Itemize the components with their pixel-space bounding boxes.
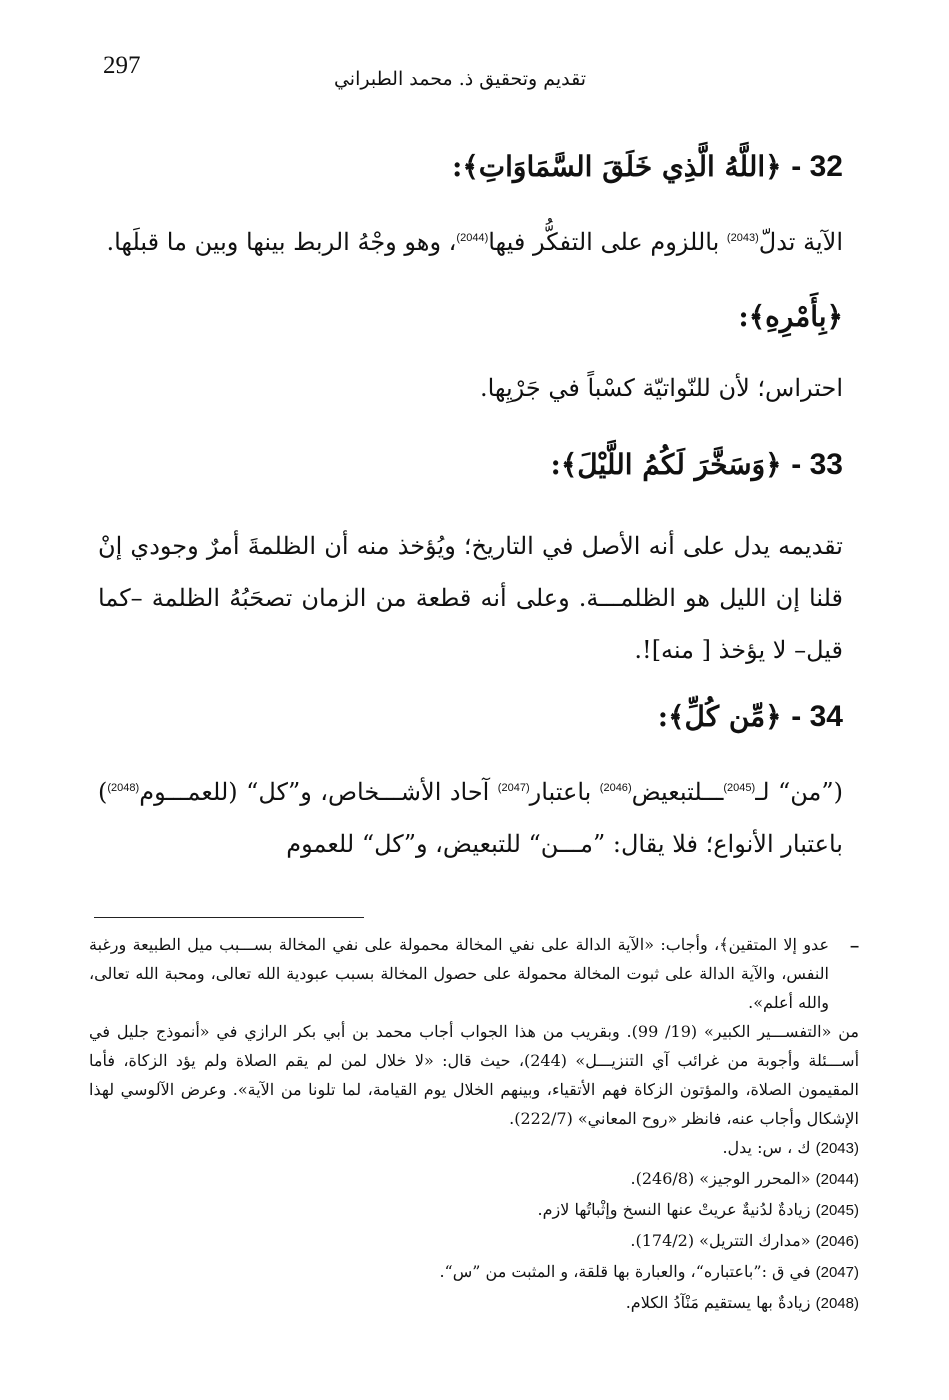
heading-33 bbox=[551, 448, 843, 482]
text-run: باللزوم على التفكُّر فيها bbox=[488, 228, 727, 256]
text-run: (”من“ لـ bbox=[755, 778, 844, 806]
heading-34 bbox=[658, 700, 843, 734]
footnote-item-2043 bbox=[89, 1133, 859, 1164]
footnote-text: «مدارك التتريل» (174/2). bbox=[630, 1231, 811, 1250]
footnote-continuation: من «التفســـير الكبير» (19/ 99). وبقريب من هذا الجواب أجاب محمد بن أبي بكر الرازي في «أنموذج جليل في أســـئلة وأجوبة من غرائب آي التنزيـــل» (244)، حيث قال: «لا خلال لمن لم يقم الصلاة ولم يؤد الزكاة، فأما المقيمون الصلاة، والمؤتون الزكاة فهم الأتقياء، وبينهم الخلال يوم القيامة، لما تلونا من الآية». وعرض الآلوسي لهذا الإشكال وأجاب عنه، فانظر «روح المعاني» (222/7). bbox=[89, 1022, 860, 1128]
running-header: تقديم وتحقيق ذ. محمد الطبراني bbox=[333, 68, 587, 90]
footnote-number: (2043) bbox=[815, 1140, 859, 1157]
quran-quote: ﴿بِأَمْرِهِ﴾ bbox=[748, 300, 843, 333]
footnote-number: (2044) bbox=[815, 1171, 859, 1188]
quran-quote: ﴿اللَّهُ الَّذِي خَلَقَ السَّمَاوَاتِ﴾ bbox=[462, 150, 782, 183]
heading-colon: : bbox=[657, 700, 669, 733]
text-run: باعتبار bbox=[529, 778, 600, 806]
text-run: ـــلتبعيض bbox=[631, 778, 724, 806]
footnote-item-2046 bbox=[89, 1226, 859, 1257]
footnote-text: زيادةٌ بها يستقيم مَنْآدُ الكلام. bbox=[625, 1293, 811, 1312]
footnote-text: زيادةٌ لدُنيةٌ عريتْ عنها النسخ وإثْباتُها لازم. bbox=[537, 1200, 811, 1219]
footnote-rule bbox=[94, 917, 364, 918]
text-run: الآية تدلّ bbox=[758, 228, 843, 256]
footnote-item-2045 bbox=[89, 1195, 859, 1226]
footnote-ref[interactable]: (2044) bbox=[456, 232, 489, 244]
footnote-continuation bbox=[89, 930, 859, 1017]
text-run: ، وهو وجْهُ الربط بينها وبين ما قبلَها. bbox=[106, 228, 457, 256]
section-number: 34 - bbox=[791, 700, 843, 733]
heading-colon: : bbox=[738, 300, 749, 333]
footnote-item-2044 bbox=[89, 1164, 859, 1195]
text-run: آحاد الأشـــخاص، و”كل“ (للعمـــوم bbox=[139, 778, 498, 806]
footnote-ref[interactable]: (2043) bbox=[726, 232, 759, 244]
section-number: 33 - bbox=[791, 448, 843, 481]
footnote-ref[interactable]: (2048) bbox=[107, 782, 140, 794]
footnotes bbox=[89, 930, 859, 1319]
footnote-text: ك ، س: يدل. bbox=[722, 1138, 811, 1157]
paragraph-bi-amrihi: احتراس؛ لأن للنّواتيّة كسْباً في جَرْيِها. bbox=[479, 374, 843, 402]
paragraph-34 bbox=[98, 762, 843, 870]
footnote-item-2048 bbox=[89, 1288, 859, 1319]
text-run: ) باعتبار الأنواع؛ فلا يقال: ”مـــن“ للتبعيض، و”كل“ للعموم bbox=[98, 778, 843, 858]
heading-colon: : bbox=[452, 150, 463, 183]
page-number: 297 bbox=[103, 52, 141, 79]
footnote-ref[interactable]: (2046) bbox=[599, 782, 632, 794]
footnote-ref[interactable]: (2047) bbox=[497, 782, 530, 794]
footnote-text: عدو إلا المتقين﴾، وأجاب: «الآية الدالة على نفي المخالة محمولة على نفي المخالة بســـبب ميل الطبيعة ورغبة النفس، والآية الدالة على ثبوت المخالة محمولة على حصول المخالة بسبب عبودية الله تعالى، ومحبة الله تعالى، والله أعلم». bbox=[89, 935, 829, 1012]
footnote-number: (2045) bbox=[815, 1202, 859, 1219]
footnote-number: (2046) bbox=[815, 1233, 859, 1250]
footnote-text: في ق :”باعتباره“، والعبارة بها قلقة، و المثبت من ”س“. bbox=[439, 1262, 811, 1281]
paragraph-32 bbox=[98, 212, 843, 268]
paragraph-33: تقديمه يدل على أنه الأصل في التاريخ؛ ويُؤخذ منه أن الظلمةَ أمرٌ وجودي إنْ قلنا إن الليل هو الظلمـــة. وعلى أنه قطعة من الزمان تصحَبُهُ الظلمة –كما قيل– لا يؤخذ [ منه]!. bbox=[98, 532, 843, 664]
heading-colon: : bbox=[550, 448, 561, 481]
heading-bi-amrihi bbox=[738, 300, 843, 333]
footnote-text: «المحرر الوجيز» (246/8). bbox=[630, 1169, 811, 1188]
quran-quote: ﴿مِّن كُلِّ﴾ bbox=[668, 700, 782, 733]
quran-quote: ﴿وَسَخَّرَ لَكُمُ اللَّيْلَ﴾ bbox=[560, 448, 782, 481]
continuation-marker: – bbox=[850, 938, 859, 955]
section-number: 32 - bbox=[791, 150, 843, 183]
footnote-number: (2048) bbox=[815, 1295, 859, 1312]
footnote-number: (2047) bbox=[815, 1264, 859, 1281]
footnote-ref[interactable]: (2045) bbox=[723, 782, 756, 794]
heading-32 bbox=[452, 150, 843, 184]
footnote-item-2047 bbox=[89, 1257, 859, 1288]
